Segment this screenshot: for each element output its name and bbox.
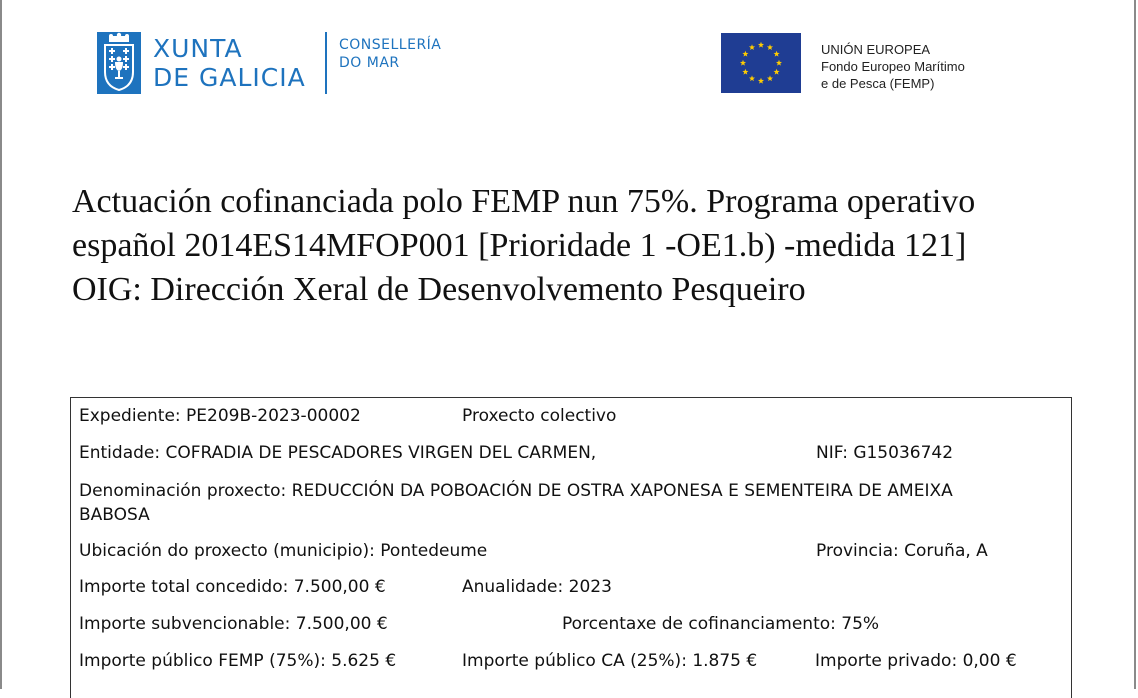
eu-line1: UNIÓN EUROPEA — [821, 42, 931, 57]
denominacion-field-line1: Denominación proxecto: REDUCCIÓN DA POBOACIÓN DE OSTRA XAPONESA E SEMENTEIRA DE AMEIXA — [79, 481, 953, 501]
eu-star-icon — [758, 78, 764, 84]
importe-total-field: Importe total concedido: 7.500,00 € — [79, 577, 386, 597]
ubicacion-field: Ubicación do proxecto (municipio): Pontedeume — [79, 541, 488, 561]
expediente-field: Expediente: PE209B-2023-00002 — [79, 406, 361, 426]
eu-star-icon — [742, 69, 748, 75]
eu-line3: e de Pesca (FEMP) — [821, 76, 935, 91]
title-line1: Actuación cofinanciada polo FEMP nun 75%. Programa operativo — [72, 183, 976, 220]
xunta-de-galicia-logo — [97, 32, 457, 96]
denominacion-field-line2: BABOSA — [79, 505, 150, 525]
page-right-edge — [1134, 0, 1136, 689]
title-line2: español 2014ES14MFOP001 [Prioridade 1 -OE1.b) -medida 121] — [72, 227, 967, 264]
project-info-box — [70, 397, 1072, 698]
logo-divider — [325, 32, 327, 94]
department-name — [339, 36, 441, 72]
department-line2: DO MAR — [339, 55, 400, 71]
xunta-name-line2: DE GALICIA — [153, 63, 306, 92]
importe-subvencionable-field: Importe subvencionable: 7.500,00 € — [79, 614, 388, 634]
importe-femp-field: Importe público FEMP (75%): 5.625 € — [79, 651, 397, 671]
page-title — [72, 180, 1082, 312]
eu-star-icon — [774, 51, 780, 57]
xunta-name — [153, 34, 306, 92]
eu-star-icon — [774, 69, 780, 75]
page-left-edge — [0, 0, 2, 689]
entidade-field: Entidade: COFRADIA DE PESCADORES VIRGEN DEL CARMEN, — [79, 443, 597, 463]
eu-star-icon — [758, 42, 764, 48]
eu-star-icon — [742, 51, 748, 57]
provincia-field: Provincia: Coruña, A — [816, 541, 988, 561]
eu-star-icon — [749, 44, 755, 50]
importe-ca-field: Importe público CA (25%): 1.875 € — [462, 651, 758, 671]
eu-star-icon — [776, 60, 782, 66]
eu-star-icon — [767, 44, 773, 50]
department-line1: CONSELLERÍA — [339, 37, 442, 53]
anualidade-field: Anualidade: 2023 — [462, 577, 612, 597]
eu-fund-label — [821, 41, 965, 92]
project-type-field: Proxecto colectivo — [462, 406, 617, 426]
eu-star-icon — [749, 75, 755, 81]
galicia-coat-of-arms-icon — [97, 32, 141, 94]
porcentaxe-field: Porcentaxe de cofinanciamento: 75% — [562, 614, 880, 634]
xunta-name-line1: XUNTA — [153, 34, 243, 63]
nif-field: NIF: G15036742 — [816, 443, 954, 463]
importe-privado-field: Importe privado: 0,00 € — [815, 651, 1017, 671]
eu-star-icon — [740, 60, 746, 66]
eu-star-icon — [767, 75, 773, 81]
eu-line2: Fondo Europeo Marítimo — [821, 59, 965, 74]
eu-flag-icon — [721, 33, 801, 93]
title-line3: OIG: Dirección Xeral de Desenvolvemento Pesqueiro — [72, 271, 806, 308]
